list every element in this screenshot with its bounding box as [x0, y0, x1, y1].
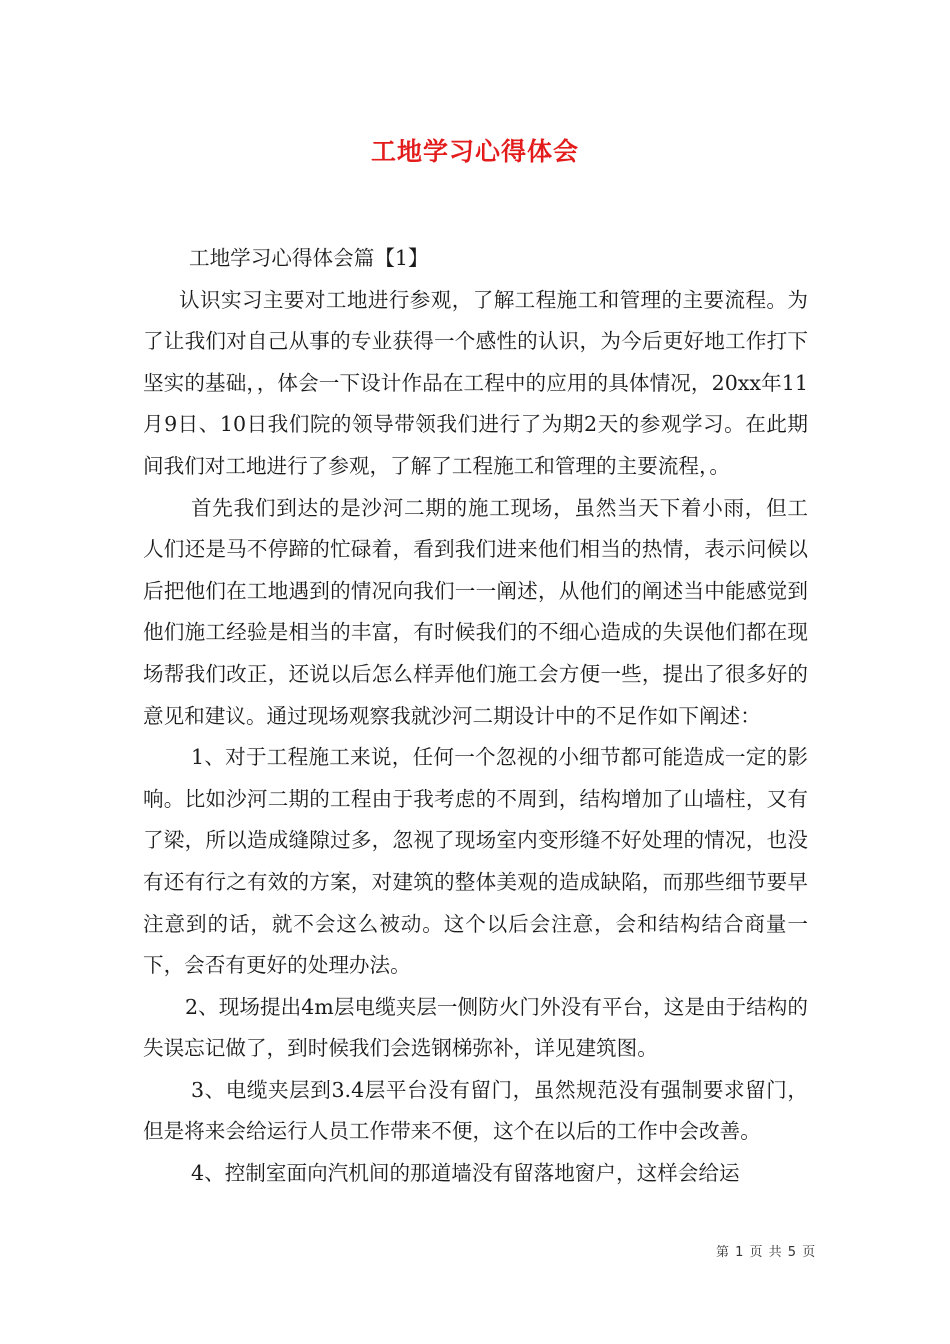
paragraph-point-4: 4、控制室面向汽机间的那道墙没有留落地窗户，这样会给运: [191, 1161, 740, 1186]
document-body: [143, 238, 808, 1195]
paragraph-site-visit: 首先我们到达的是沙河二期的施工现场，虽然当天下着小雨，但工人们还是马不停蹄的忙碌着，看到我们进来他们相当的热情，表示问候以后把他们在工地遇到的情况向我们一一阐述，从他们的阐述当中能感觉到他们施工经验是相当的丰富，有时候我们的不细心造成的失误他们都在现场帮我们改正，还说以后怎么样弄他们施工会方便一些，提出了很多好的意见和建议。通过现场观察我就沙河二期设计中的不足作如下阐述：: [143, 495, 808, 728]
paragraph-point-3: 3、电缆夹层到3.4层平台没有留门，虽然规范没有强制要求留门，但是将来会给运行人员工作带来不便，这个在以后的工作中会改善。: [143, 1077, 808, 1144]
document-title: 工地学习心得体会: [370, 137, 579, 166]
paragraph-point-2: 2、现场提出4m层电缆夹层一侧防火门外没有平台，这是由于结构的失误忘记做了，到时候我们会选钢梯弥补，详见建筑图。: [143, 994, 808, 1061]
page-number-footer: 第 1 页 共 5 页: [716, 1245, 817, 1260]
paragraph-intro: 认识实习主要对工地进行参观，了解工程施工和管理的主要流程。为了让我们对自己从事的专业获得一个感性的认识，为今后更好地工作打下坚实的基础，，体会一下设计作品在工程中的应用的具体情况，20xx年11月9日、10日我们院的领导带领我们进行了为期2天的参观学习。在此期间我们对工地进行了参观，了解了工程施工和管理的主要流程，。: [143, 287, 808, 478]
section-heading: 工地学习心得体会篇【1】: [189, 246, 429, 270]
paragraph-point-1: 1、对于工程施工来说，任何一个忽视的小细节都可能造成一定的影响。比如沙河二期的工程由于我考虑的不周到，结构增加了山墙柱，又有了梁，所以造成缝隙过多，忽视了现场室内变形缝不好处理的情况，也没有还有行之有效的方案，对建筑的整体美观的造成缺陷，而那些细节要早注意到的话，就不会这么被动。这个以后会注意，会和结构结合商量一下，会否有更好的处理办法。: [143, 745, 808, 978]
